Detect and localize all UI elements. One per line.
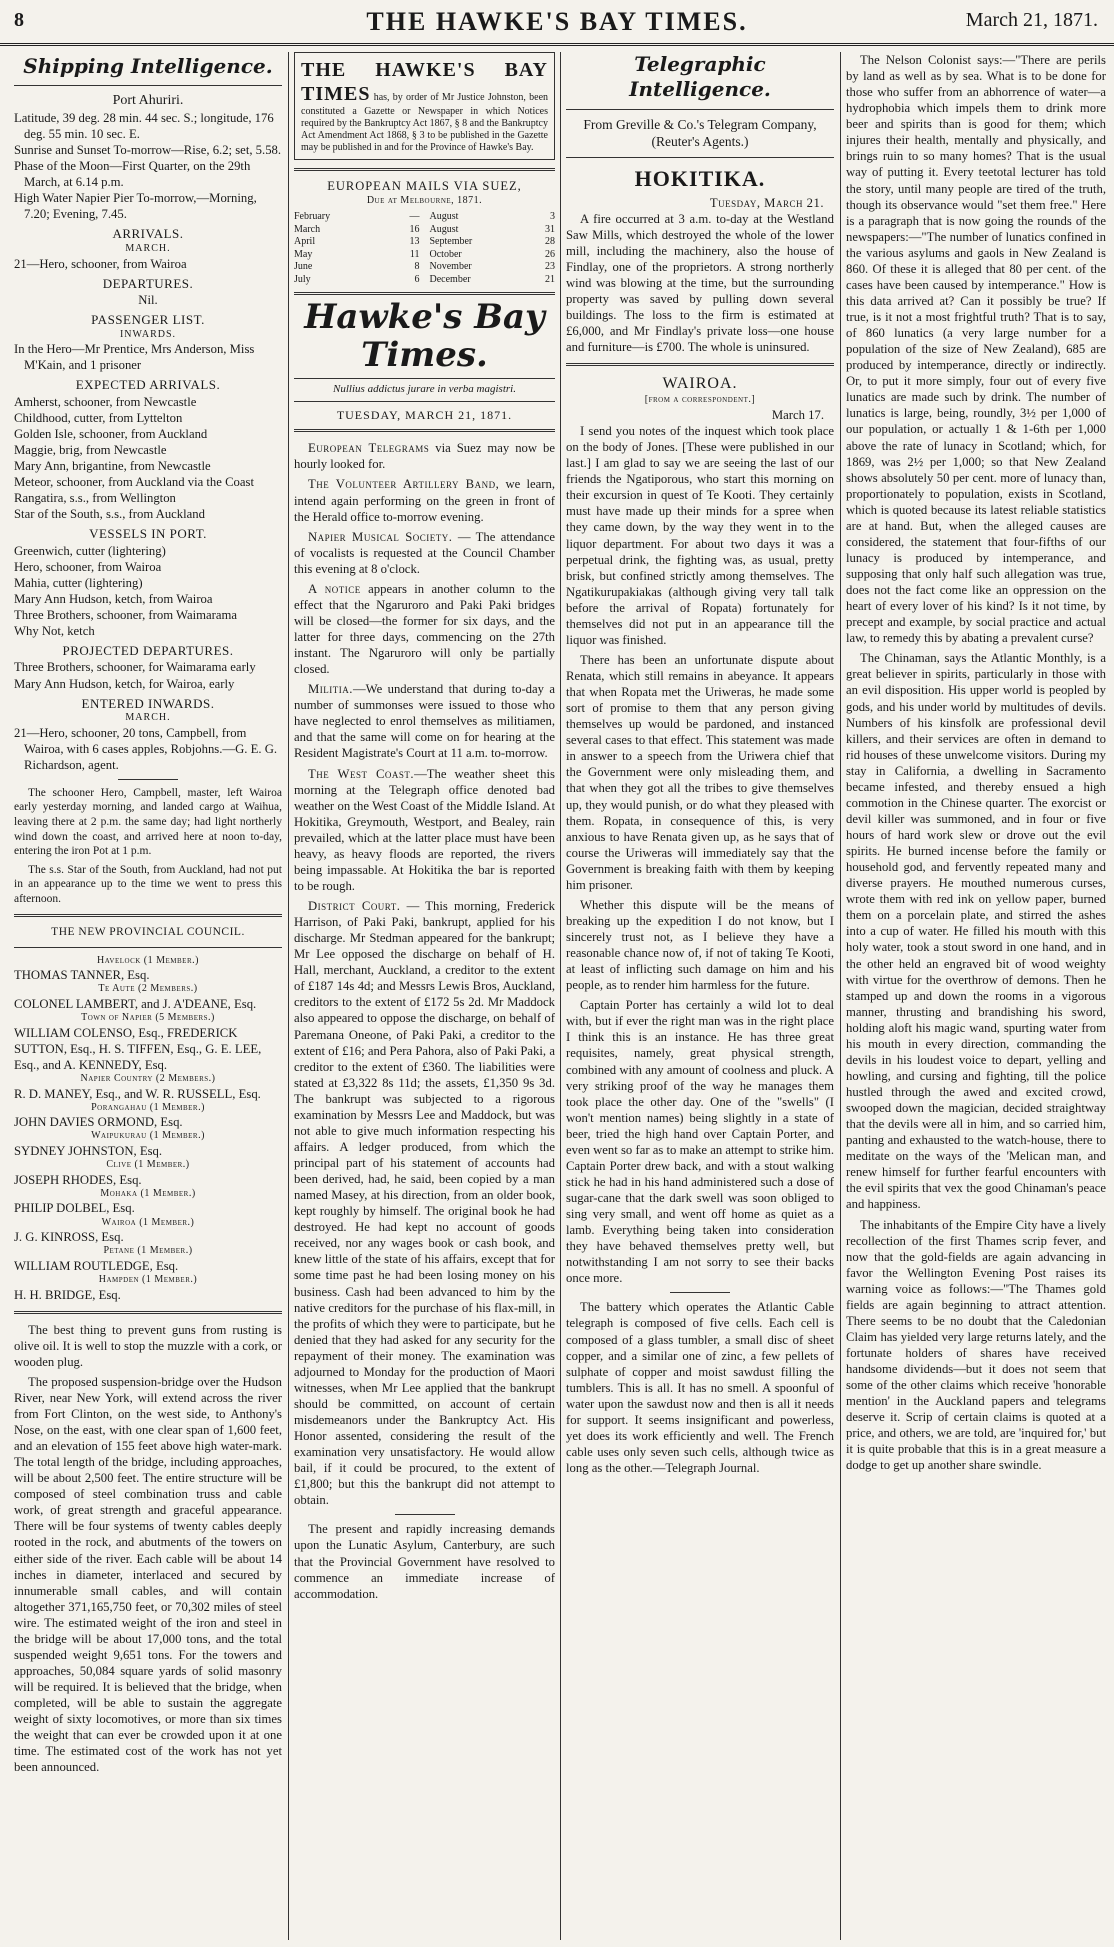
paragraph: The best thing to prevent guns from rusting is olive oil. It is well to stop the muzzle with a cork, or wooden plug.	[14, 1322, 282, 1369]
gazette-notice-text: has, by order of Mr Justice Johnston, been constituted a Gazette or Newspaper in which Notices required by the Bankruptcy Act 1867, § 8 and the Bankruptcy Act Amendment Act 1868, § 3 to be published in the Gazette may be published in and for the Province of Hawke's Bay.	[301, 92, 549, 153]
list-item: Three Brothers, schooner, from Waimarama	[14, 607, 238, 622]
divider	[14, 947, 282, 948]
text-span: July	[294, 273, 311, 285]
ship-news: The schooner Hero, Campbell, master, left Wairoa early yesterday morning, and landed cargo at Waihua, leaving there at 2 p.m. the same day; had light northerly wind down the coast, and arrived here at noon to-day, entering the iron Pot at 1 p.m.	[14, 786, 282, 858]
expected-heading: EXPECTED ARRIVALS.	[75, 377, 221, 393]
text-span: The Volunteer Artillery Band,	[308, 477, 500, 492]
almanac-line: Latitude, 39 deg. 28 min. 44 sec. S.; longitude, 176 deg. 55 min. 10 sec. E.	[14, 111, 274, 142]
list-item: Meteor, schooner, from Auckland via the Coast	[14, 475, 254, 490]
text-span: 11	[409, 248, 420, 260]
almanac-line: Sunrise and Sunset To-morrow—Rise, 6.2; set, 5.58.	[14, 143, 282, 158]
list-item: Star of the South, s.s., from Auckland	[14, 507, 205, 522]
text-span: 16	[409, 223, 420, 235]
leader-date: TUESDAY, MARCH 21, 1871.	[294, 402, 555, 432]
council-member: PHILIP DOLBEL, Esq.	[14, 1201, 135, 1216]
mails-table	[294, 211, 555, 286]
list-item: Amherst, schooner, from Newcastle	[14, 394, 197, 409]
news-item	[294, 476, 555, 524]
council-member: J. G. KINROSS, Esq.	[14, 1230, 124, 1245]
text-span: 23	[545, 261, 555, 273]
council-district: Town of Napier (5 Members.)	[81, 1012, 215, 1024]
council-member: SYDNEY JOHNSTON, Esq.	[14, 1144, 163, 1159]
entered-month: MARCH.	[125, 712, 171, 724]
council-member: COLONEL LAMBERT, and J. A'DEANE, Esq.	[14, 997, 257, 1012]
council-member: THOMAS TANNER, Esq.	[14, 968, 150, 983]
entered-entry: 21—Hero, schooner, 20 tons, Campbell, from Wairoa, with 6 cases apples, Robjohns.—G. E. G. Richardson, agent.	[14, 725, 278, 772]
expected-list	[14, 394, 282, 523]
text-span: District Court.	[308, 899, 401, 913]
divider	[14, 914, 282, 917]
text-span: The West Coast.	[308, 766, 415, 781]
mails-heading: EUROPEAN MAILS VIA SUEZ,	[327, 179, 522, 193]
departures-heading: DEPARTURES.	[102, 275, 194, 291]
inport-list	[14, 543, 282, 639]
passenger-entry: In the Hero—Mr Prentice, Mrs Anderson, Miss M'Kain, and 1 prisoner	[14, 342, 255, 373]
ship-news: The s.s. Star of the South, from Auckland, had not put in an appearance up to the time we went to press this afternoon.	[14, 863, 282, 905]
column-rule	[288, 52, 289, 1940]
divider	[14, 1311, 282, 1314]
council-member: H. H. BRIDGE, Esq.	[14, 1287, 121, 1302]
arrival-entry: 21—Hero, schooner, from Wairoa	[14, 256, 187, 271]
mail-row	[294, 274, 420, 287]
council-member: R. D. MANEY, Esq., and W. R. RUSSELL, Esq.	[14, 1086, 261, 1101]
council-district: Te Aute (2 Members.)	[98, 983, 198, 995]
entered-heading: ENTERED INWARDS.	[81, 695, 215, 711]
mail-row	[294, 236, 420, 249]
list-item: Golden Isle, schooner, from Auckland	[14, 426, 208, 441]
hokitika-heading: HOKITIKA.	[634, 165, 766, 191]
paragraph: The inhabitants of the Empire City have a lively recollection of the first Thames scrip fever, and now that the gold-fields are again advancing in favor the Wellington Evening Post raises its warning voice as follows:—"The Thames gold fields are again beginning to attract attention. There seems to be no doubt that the Caledonian Claim has yielded very large returns lately, and the fortunate holders of shares have received handsome dividends—but it does not seem that some of the other claims which receive 'honorable mention' in the Auckland papers and telegrams deserve it. Scrip of certain claims is quoted at a price, and others, we are told, are 'inquired for,' but it is quite probable that this is in a great measure a dodge to get up another share swindle.	[846, 1217, 1106, 1473]
mail-row	[294, 249, 420, 262]
text-span: October	[429, 248, 462, 260]
page-number: 8	[14, 9, 24, 31]
wairoa-heading: WAIROA.	[662, 375, 738, 393]
text-span: June	[294, 261, 313, 273]
wairoa-sub: [from a correspondent.]	[644, 394, 756, 406]
text-span: August	[429, 211, 459, 223]
almanac	[14, 110, 282, 222]
paragraph: There has been an unfortunate dispute about Renata, which still remains in abeyance. It appears that when Ropata met the Uriweras, he made some sort of promise to them that any person giving themselves up would be pardoned, and instanced several cases to that effect. This statement was made in answer to a speech from the Uriwera chief that the Government were only misleading them, and that when they got all the tribes to give themselves up, they would punish, or do what they pleased with them. Ropata, in consequence of this, is very anxious to have Renata given up, as he says that of course the Uriweras will immediately say that the Government is breaking faith with them by keeping him prisoner.	[566, 652, 834, 892]
council-district: Wairoa (1 Member.)	[101, 1216, 195, 1228]
council-member: WILLIAM ROUTLEDGE, Esq.	[14, 1258, 179, 1273]
inport-heading: VESSELS IN PORT.	[89, 526, 207, 542]
projected-heading: PROJECTED DEPARTURES.	[62, 643, 234, 659]
text-span: December	[429, 273, 471, 285]
shipping-heading: Shipping Intelligence.	[14, 54, 282, 86]
council-district: Mohaka (1 Member.)	[100, 1187, 196, 1199]
divider	[395, 1514, 455, 1515]
paragraph: Whether this dispute will be the means of breaking up the expedition I do not know, but I sincerely trust not, as I believe they have a reasonable chance now of, if not of taking Te Kooti, at least of inflicting such damage on him and his people, as to render him harmless for the future.	[566, 897, 834, 993]
council-district: Clive (1 Member.)	[106, 1159, 190, 1171]
text-span: 13	[409, 236, 420, 248]
council-district: Hampden (1 Member.)	[98, 1273, 198, 1285]
mail-row	[294, 224, 420, 237]
telegraphic-heading: Telegraphic Intelligence.	[566, 52, 834, 110]
list-item: Mahia, cutter (lightering)	[14, 575, 143, 590]
text-span: September	[429, 236, 473, 248]
arrivals-heading: ARRIVALS.	[112, 226, 184, 242]
text-span: Napier Musical Society.	[308, 529, 453, 544]
text-span: February	[294, 211, 331, 223]
divider	[566, 157, 834, 158]
text-span: August	[429, 223, 459, 235]
text-span: —We understand that during to-day a number of summonses were issued to those who have neglected to enrol themselves as militiamen, and that the same will come on for hearing at the Resident Magistrate's Court at 11 a.m. to-morrow.	[294, 682, 555, 761]
text-span: 6	[414, 273, 420, 285]
list-item: Mary Ann Hudson, ketch, from Wairoa	[14, 591, 213, 606]
port-name: Port Ahuriri.	[112, 93, 184, 109]
mails-sub: Due at Melbourne, 1871.	[366, 194, 483, 206]
council-member: WILLIAM COLENSO, Esq., FREDERICK SUTTON, Esq., H. S. TIFFEN, Esq., G. E. LEE, Esq., and A. KENNEDY, Esq.	[14, 1025, 262, 1072]
mail-row	[430, 274, 556, 287]
council-district: Porangahau (1 Member.)	[91, 1101, 205, 1113]
gazette-notice	[294, 52, 555, 160]
news-item	[294, 529, 555, 577]
mail-row	[430, 249, 556, 262]
paragraph: The battery which operates the Atlantic Cable telegraph is composed of five cells. Each cell is composed of a glass tumbler, a small disc of sheet copper, and a similar one of zinc, a few pellets of sulphate of copper and moist sawdust filling the tumblers. This is all. It has no smell. A spoonful of water upon the sawdust now and then is all it needs for support. It seems insignificant and powerless, yet does its work efficiently and well. The French cable uses only seven such cells, although twice as long as the other.—Telegraph Journal.	[566, 1300, 834, 1476]
text-span: March	[294, 223, 321, 235]
text-span: 26	[545, 248, 555, 260]
almanac-line: High Water Napier Pier To-morrow,—Morning, 7.20; Evening, 7.45.	[14, 191, 257, 222]
council-member: JOHN DAVIES ORMOND, Esq.	[14, 1115, 183, 1130]
paper-title: Hawke's Bay Times.	[294, 292, 555, 379]
text-span: 28	[545, 236, 555, 248]
paper-name: THE HAWKE'S BAY TIMES.	[366, 7, 748, 36]
mail-row	[430, 236, 556, 249]
paragraph: Captain Porter has certainly a wild lot to deal with, but if ever the right man was in the right place I think this is an instance. He has three great requisites, namely, great physical strength, combined with any amount of coolness and pluck. A very striking proof of the way he manages them took place the other day. One of the "swells" (I won't mention names) being slightly in a state of beer, tried the high hand over Captain Porter, and even went so far as to make an attempt to strike him. Captain Porter drew back, and with a stout walking stick he had in his hand administered such a dose of sugar-cane that the dark swell was soon obliged to sing very small, and went off home as quiet as a lamb. Everything being taken into consideration they have behaved themselves pretty well, but notwithstanding I am not sorry to see their backs once more.	[566, 998, 834, 1286]
mail-row	[430, 211, 556, 224]
wairoa-date: March 17.	[771, 408, 824, 423]
hokitika-date: Tuesday, March 21.	[709, 195, 824, 210]
mail-row	[294, 261, 420, 274]
column-telegraphic	[566, 52, 834, 1942]
text-span: — This morning, Frederick Harrison, of Paki Paki, bankrupt, applied for his discharge. Mr Stedman appeared for the bankrupt; Mr Lee opposed the discharge on behalf of H. Hall, merchant, Auckland, a creditor to the extent of £187 14s 4d; and Messrs Lewis Bros, Auckland, creditors to the extent of £172 5s 2d. Mr Maddock also appeared to oppose the discharge, on behalf of Paremana Oneone, of Paki Paki, a creditor to the extent of £16; and Pera Pahora, also of Paki Paki, a creditor to the extent of £360. The liabilities were stated at £3,322 8s 11d; the assets, £1,350 9s 3d. The bankrupt was subjected to a rigorous examination by Messrs Lee and Maddock, but was not able to give much information respecting his affairs. A ledger produced, from which the principal part of his statement of accounts had been derived, had, he said, been copied by a man named Masey, at his direction, from an older book, kept roughly by himself. The original book he had destroyed. He had kept no account of goods received, nor any wages book or cash book, and knew little of the state of his affairs, except that for some time past he had been losing money on his business. Cash had been advanced to him by the native creditors for the purchase of his flax-mill, in the profits of which they were to participate, but he denied that they had asked for any security for the repayment of their money. The examination was adjourned to Monday for the production of Maori witnesses, when Mr Lee applied that the bankrupt should be committed, on account of certain misdemeanors under the Bankruptcy Act. His Honor assented, considering the result of the examination very unsatisfactory. He would allow bail, if it could be procured, to the extent of £1,800; but this the bankrupt did not attempt to obtain.	[294, 899, 555, 1508]
column-miscellany	[846, 52, 1106, 1942]
column-local-news	[294, 52, 555, 1942]
text-span: A notice	[308, 581, 361, 596]
arrivals-month: MARCH.	[125, 242, 171, 254]
text-span: Militia.	[308, 682, 353, 697]
paragraph: I send you notes of the inquest which took place on the body of Jones. [These were published in our last.] I am glad to say we are seeing the last of our friends the Ngatiporous, who start this morning on their excursion in quest of Te Kooti. They certainly must have made up their minds for a spree when they came down, by the way they went in to the liquor department. For about two days it was a perpetual drink, the fighting was, as usual, pretty brisk, but confined strictly among themselves. The Ngatikurupakiakas (although giving very tall talk before the arrival of Ropata) fortunately for themselves did not put in an appearance till the liquor was finished.	[566, 424, 834, 647]
departures-entry: Nil.	[138, 293, 158, 308]
divider	[670, 1292, 730, 1293]
council-heading: THE NEW PROVINCIAL COUNCIL.	[51, 926, 245, 939]
list-item: Why Not, ketch	[14, 623, 95, 638]
text-span: appears in another column to the effect that the Ngaruroro and Paki Paki bridges will be closed—the former for six days, and the latter for three days, commencing on the 27th instant. The Ngaruroro will only be partially closed.	[294, 581, 555, 677]
text-span: —The weather sheet this morning at the Telegraph office denoted bad weather on the West Coast of the Middle Island. At Hokitika, Greymouth, Westport, and Bealey, rain prevailed, which at the latter place must have been heavy, as heavy floods are reported, the rivers being impassable. At Hokitika the bar is reported to be rough.	[294, 766, 555, 893]
paragraph: The Nelson Colonist says:—"There are perils by land as well as by sea. What is to be done for those who suffer from an abhorrence of water—a hydrophobia which impels them to drink more beer and spirits than is good for them; which injures their health, mentally and physically, and brings ruin to so many homes? That is the usual way of putting it. Every teetotal lecturer has told the story, until many people are tired of the truth, though its observance would "set them free." Here is a paragraph that is now going the rounds of the newspapers:—"The number of lunatics confined in the various asylums and gaols in New Zealand is 860. Of these it is alleged that 80 per cent. of the cases have been caused by intemperance." How is this data arrived at? Can it possibly be true? If true, is it not a most frightful truth? That is to say, of 860 lunatics (a very large number for a population of the size of New Zealand), 685 are produced by intemperance, directly or indirectly. Or, to put it more simply, four out of every five lunatics are made such by drink. The number of lunatics is large, being, roundly, 3½ per 1,000 of our population, or actually 1 & 1-6th per 1,000 above the rate of lunacy in Scotland; which, for 1869, was 2½ per 1,000; so that New Zealand shows absolutely 50 per cent. more of lunacy than, proportionately to population, exists in Scotland, which is quoted because its latest reliable statistics are at hand. But, when the alleged causes are considered, the statement that four-fifths of our lunacy is produced by intemperance, and supposing that only half such allegation was true, does not the fact come like an oppression on the heart of every lover of his kind? Is it not time, by precept and example, by social practice and actual law, to remedy this by abating a prevalent curse?	[846, 53, 1106, 646]
gazette-notice-title: THE HAWKE'S BAY TIMES	[301, 59, 548, 105]
paragraph: A fire occurred at 3 a.m. to-day at the Westland Saw Mills, which destroyed the whole of the lower mill, including the machinery, also the house of Findlay, one of the proprietors. A strong northerly wind was blowing at the time, but the surrounding property was saved by pulling down several buildings. The loss to the firm is estimated at £6,000, and Mr Findlay's private loss—one house and furniture—is £700. The whole is uninsured.	[566, 211, 834, 355]
text-span: —	[409, 211, 420, 223]
council-list	[14, 955, 282, 1303]
divider	[294, 168, 555, 171]
passenger-sub: INWARDS.	[119, 328, 177, 340]
text-span: 31	[545, 223, 555, 235]
list-item: Mary Ann Hudson, ketch, for Wairoa, early	[14, 676, 235, 691]
list-item: Hero, schooner, from Wairoa	[14, 559, 162, 574]
news-item	[294, 898, 555, 1508]
news-item	[294, 581, 555, 677]
mail-row	[430, 224, 556, 237]
mail-row	[294, 211, 420, 224]
text-span: April	[294, 236, 316, 248]
text-span: 3	[550, 211, 555, 223]
telegram-source: From Greville & Co.'s Telegram Company, (Reuter's Agents.)	[583, 116, 817, 149]
news-item	[294, 681, 555, 761]
list-item: Three Brothers, schooner, for Waimarama early	[14, 660, 256, 675]
text-span: via Suez may now be hourly looked for.	[294, 441, 555, 472]
paragraph: The Chinaman, says the Atlantic Monthly, is a great believer in spirits, particularly in those with an evil disposition. His upper world is peopled by gods, and his under world by multitudes of devils. Numbers of his kinsfolk are professional devil killers, and their services are often in demand to rid houses of these unwelcome visitors. During my stay in California, a dwelling in Sacramento became infested, and thereby ensued a high commotion in the Chinese quarter. The exorcist or devil killer was summoned, and in four or five hours of hard work slew or drove out the evil spirits. He burned incense before the family or household god, and fervently repeated many and diverse prayers. He mouthed numerous curses, wrote them with red ink on yellow paper, burned them on a porcelain plate, and stirred the ashes into a cup of water. He filled his mouth with this holy water, took a stout sword in one hand, and in the other held an engraved bit of wood weighty with virtue for the overthrow of demons. Then he stamped up and down the rooms in a vigorous manner, thrusting and brandishing his sword, holding aloft his magic wand, spurting water from his mouth in every direction, commanding the devils in his loudest voice to depart, yelling and howling, and cursing and fighting, till the police hustled through the awed and excited crowd, swooped down the magician, decided straightway that the devils were all in him, and so carried him, panting and exhausted to the watch-house, there to meditate on the ways of the 'Melican man, and renew himself for further fearful encounters with the evil spirits that vex the good Chinaman's peace and happiness.	[846, 651, 1106, 1212]
almanac-line: Phase of the Moon—First Quarter, on the 29th March, at 6.14 p.m.	[14, 159, 251, 190]
column-rule	[560, 52, 561, 1940]
text-span: 21	[545, 273, 555, 285]
text-span: European Telegrams	[308, 441, 430, 456]
council-district: Petane (1 Member.)	[103, 1245, 193, 1257]
issue-date: March 21, 1871.	[965, 9, 1098, 31]
news-item	[294, 440, 555, 472]
council-district: Napier Country (2 Members.)	[80, 1073, 216, 1085]
divider	[566, 363, 834, 366]
list-item: Greenwich, cutter (lightering)	[14, 543, 166, 558]
column-rule	[840, 52, 841, 1940]
passenger-heading: PASSENGER LIST.	[91, 312, 205, 328]
council-district: Havelock (1 Member.)	[97, 954, 199, 966]
paragraph: The proposed suspension-bridge over the Hudson River, near New York, will extend across the river from Fort Clinton, on the west side, to Anthony's Nose, on the east, with one clear span of 1,600 feet, and an elevation of 155 feet above high water-mark. The total length of the bridge, including approaches, will be about 2,500 feet. The entire structure will be composed of steel combination truss and cable work, of great strength and graceful appearance. There will be four systems of twenty cables deeply rooted in the rock, and abutments of the towers on either side of the river. Each cable will be about 14 inches in diameter, interlaced and secured by innumerable small cables, and will contain altogether 371,165,750 feet, or 70,302 miles of steel wire. The estimated weight of the iron and steel in the bridge will be about 17,000 tons, and the total suspended weight 9,651 tons. For the towers and approaches, 50,084 square yards of solid masonry will be required. It is believed that the bridge, when completed, will be able to sustain the aggregate weight of sixty locomotives, or more than six times the weight that can ever be crowded upon it at one time. The estimated cost of the work has not yet been announced.	[14, 1374, 282, 1775]
motto: Nullius addictus jurare in verba magistri.	[294, 381, 555, 402]
text-span: 8	[414, 261, 420, 273]
list-item: Childhood, cutter, from Lyttelton	[14, 410, 183, 425]
news-item	[294, 766, 555, 895]
text-span: we learn, intend again performing on the green in front of the Herald office to-morrow evening.	[294, 477, 555, 524]
mail-row	[430, 261, 556, 274]
paragraph: The present and rapidly increasing demands upon the Lunatic Asylum, Canterbury, are such that the Provincial Government have resolved to commence an immediate increase of accommodation.	[294, 1522, 555, 1601]
list-item: Maggie, brig, from Newcastle	[14, 442, 167, 457]
masthead	[0, 0, 1114, 46]
list-item: Mary Ann, brigantine, from Newcastle	[14, 458, 211, 473]
divider	[118, 779, 178, 780]
text-span: May	[294, 248, 313, 260]
council-member: JOSEPH RHODES, Esq.	[14, 1172, 142, 1187]
council-district: Waipukurau (1 Member.)	[91, 1130, 205, 1142]
list-item: Rangatira, s.s., from Wellington	[14, 491, 176, 506]
text-span: — The attendance of vocalists is requested at the Council Chamber this evening at 8 o'clock.	[294, 529, 555, 576]
text-span: November	[429, 261, 472, 273]
column-shipping	[14, 52, 282, 1942]
